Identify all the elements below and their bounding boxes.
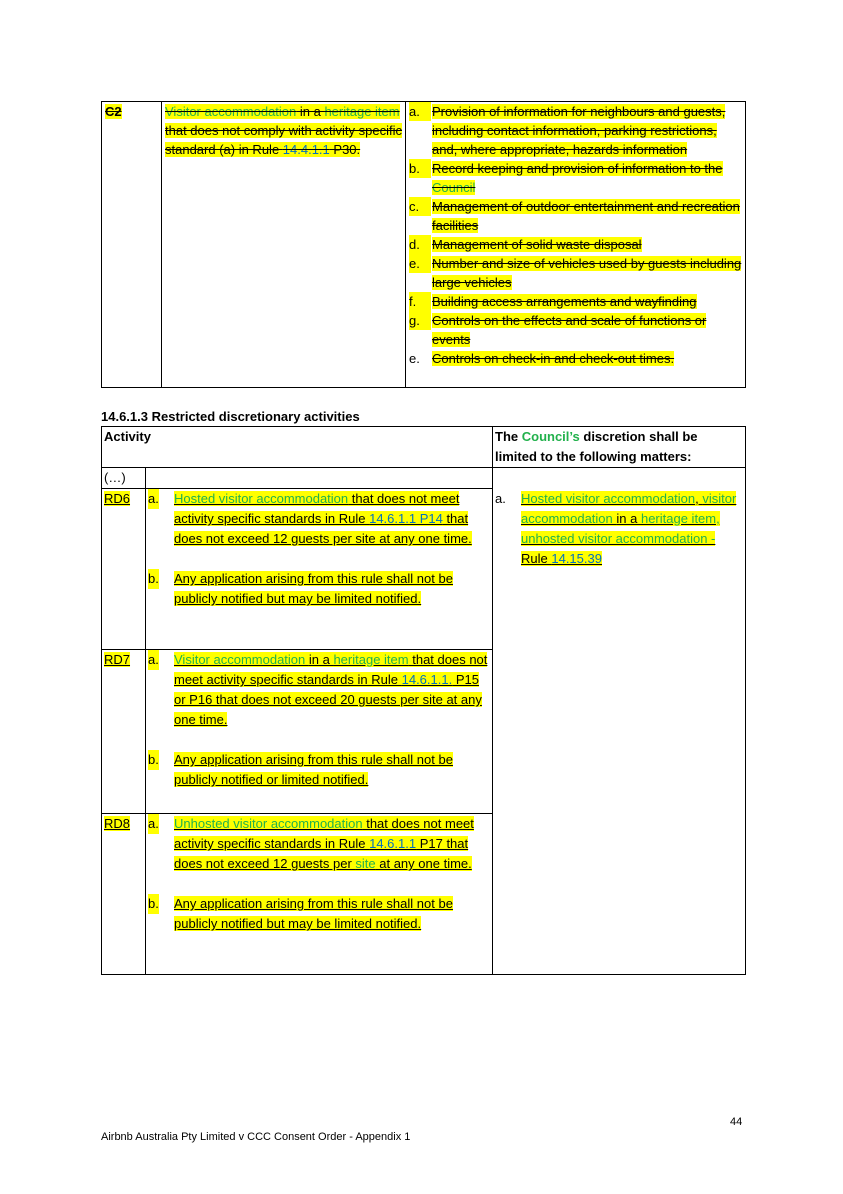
rd7-a-term: Visitor accommodation — [174, 652, 309, 667]
c2-matter-text-main: Record keeping and provision of information to the — [432, 161, 723, 176]
c2-matter-text-main: Controls on the effects and scale of functions or events — [432, 313, 707, 347]
c2-matter-item — [409, 102, 742, 159]
c2-code: C2 — [105, 104, 122, 119]
disc-header-text2: discretion shall be limited to the following matters: — [495, 429, 698, 464]
rd6-b-text: Any application arising from this rule shall not be publicly notified but may be limited notified. — [174, 571, 453, 606]
c2-matter-text — [432, 199, 740, 233]
rd8-b-text: Any application arising from this rule shall not be publicly notified but may be limited notified. — [174, 896, 453, 931]
rd7-a-text: in a — [308, 652, 334, 667]
rd6-a-text: that does not meet activity specific standards in Rule — [174, 491, 460, 526]
c2-matter-marker: c. — [409, 197, 431, 216]
rd6-code: RD6 — [104, 491, 131, 506]
rd7-a-text3: P15 or P16 that does not exceed 20 guests per site at any one time. — [174, 672, 482, 727]
c2-matter-marker: d. — [409, 235, 431, 254]
rd8-code: RD8 — [104, 816, 131, 831]
c2-matter-marker: g. — [409, 311, 431, 330]
rd8-a-rule-link: 14.6.1.1 — [369, 836, 417, 851]
rd8-a-marker: a. — [148, 814, 159, 834]
rd8-activity-cell — [146, 814, 493, 975]
rd7-b-text: Any application arising from this rule shall not be publicly notified or limited notified. — [174, 752, 453, 787]
c2-matter-item — [409, 235, 742, 254]
rd-table — [101, 426, 746, 975]
ellipsis-empty2 — [493, 468, 746, 489]
c2-matter-item — [409, 254, 742, 292]
ellipsis-row — [102, 468, 746, 489]
ellipsis-empty — [146, 468, 493, 489]
disc-sep: , — [695, 490, 703, 506]
c2-matter-text-main: Management of outdoor entertainment and recreation facilities — [432, 199, 740, 233]
disc-header-text: The — [495, 429, 522, 444]
c2-matter-item — [409, 349, 742, 368]
c2-matter-text-main: Building access arrangements and wayfinding — [432, 294, 697, 309]
c2-matter-marker: e. — [409, 254, 431, 273]
c2-matter-text-main: Provision of information for neighbours and guests, including contact information, parking restrictions, and, where appropriate, hazards information — [432, 104, 726, 157]
rd-header-row — [102, 427, 746, 468]
rd7-activity-cell — [146, 650, 493, 814]
disc-rule-word: Rule — [521, 550, 552, 566]
c2-matter-text — [432, 237, 642, 252]
activity-header: Activity — [102, 427, 493, 468]
c2-matter-text — [432, 351, 674, 366]
c2-code-cell — [102, 102, 162, 388]
rd8-a-site: site — [355, 856, 376, 871]
c2-matter-text-main: Management of solid waste disposal — [432, 237, 642, 252]
c2-desc-term: Visitor accommodation — [165, 104, 297, 119]
c2-desc-rule-link: 14.4.1.1 — [282, 142, 330, 157]
c2-matter-marker: b. — [409, 159, 431, 178]
disc-a-marker: a. — [495, 490, 506, 506]
disc-text: in a — [616, 510, 641, 526]
disc-term3: heritage item, unhosted visitor accommodation - — [521, 510, 720, 546]
rd8-a-text: that does not meet activity specific standards in Rule — [174, 816, 474, 851]
c2-matter-text — [432, 294, 697, 309]
c2-matter-text-main: Controls on check-in and check-out times. — [432, 351, 675, 366]
c2-matter-marker: f. — [409, 292, 431, 311]
rd6-a-marker: a. — [148, 489, 159, 509]
rd6-activity-cell — [146, 489, 493, 650]
disc-term1: Hosted visitor accommodation — [521, 490, 696, 506]
rd8-a-text3: at any one time. — [375, 856, 472, 871]
c2-matter-item — [409, 197, 742, 235]
c2-desc-text: in a — [296, 104, 325, 119]
page-number: 44 — [730, 1116, 743, 1128]
ellipsis-cell: (…) — [102, 468, 146, 489]
c2-matter-text — [432, 313, 706, 347]
c2-row — [102, 102, 746, 388]
c2-table — [101, 101, 746, 388]
c2-desc-heritage: heritage item — [324, 104, 400, 119]
c2-matters-list — [409, 102, 742, 368]
c2-desc-text3: P30. — [329, 142, 361, 157]
rd6-row — [102, 489, 746, 650]
rd7-b-marker: b. — [148, 750, 159, 770]
c2-matter-text — [432, 256, 741, 290]
rd-discretion-cell — [493, 489, 746, 975]
rd7-code-cell — [102, 650, 146, 814]
disc-header-council: Council’s — [521, 429, 580, 444]
c2-desc-text2: that does not comply with activity specific standard (a) in Rule — [165, 123, 402, 157]
footer-text: Airbnb Australia Pty Limited v CCC Consent Order - Appendix 1 — [101, 1131, 411, 1143]
section-heading: 14.6.1.3 Restricted discretionary activities — [101, 409, 360, 424]
c2-matters-cell — [406, 102, 746, 388]
disc-rule-link: 14.15.39 — [551, 550, 602, 566]
c2-matter-text — [432, 104, 725, 157]
disc-term2: visitor accommodation — [521, 490, 737, 526]
rd7-a-rule-link: 14.6.1.1. — [401, 672, 453, 687]
rd8-b-marker: b. — [148, 894, 159, 914]
c2-matter-item — [409, 292, 742, 311]
rd6-a-term: Hosted visitor accommodation — [174, 491, 349, 506]
rd6-code-cell — [102, 489, 146, 650]
rd8-a-text2: P17 that does not exceed 12 guests per — [174, 836, 469, 871]
c2-matter-marker: a. — [409, 102, 431, 121]
c2-matter-marker: e. — [409, 351, 420, 366]
c2-matter-council: Council — [432, 180, 476, 195]
rd7-a-heritage: heritage item — [333, 652, 409, 667]
rd8-a-term: Unhosted visitor accommodation — [174, 816, 363, 831]
c2-description-cell — [162, 102, 406, 388]
c2-matter-item — [409, 311, 742, 349]
rd6-a-rule-link: 14.6.1.1 P14 — [369, 511, 443, 526]
rd8-code-cell — [102, 814, 146, 975]
c2-matter-item — [409, 159, 742, 197]
c2-matter-text-main: Number and size of vehicles used by guests including large vehicles — [432, 256, 742, 290]
rd7-code: RD7 — [104, 652, 131, 667]
rd6-a-text2: that does not exceed 12 guests per site at any one time. — [174, 511, 472, 546]
c2-matter-text — [432, 161, 723, 195]
rd7-a-marker: a. — [148, 650, 159, 670]
rd6-b-marker: b. — [148, 569, 159, 589]
rd7-a-text2: that does not meet activity specific standards in Rule — [174, 652, 488, 687]
discretion-header — [493, 427, 746, 468]
